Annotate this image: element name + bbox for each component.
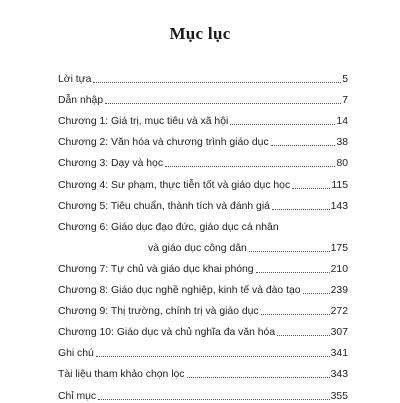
toc-entry-title: Chương 2: Văn hóa và chương trình giáo dục (58, 137, 269, 149)
toc-dot-leader (292, 188, 330, 189)
toc-page-number: 14 (336, 116, 348, 128)
toc-entry-title: Tài liệu tham khảo chọn lọc (58, 369, 185, 381)
toc-page-number: 307 (330, 327, 348, 339)
toc-dot-leader (256, 272, 330, 273)
toc-entry-introduction[interactable] (58, 86, 348, 107)
toc-page-number: 7 (342, 95, 348, 107)
toc-dot-leader (230, 124, 335, 125)
toc-entry-title: Chương 10: Giáo dục và chủ nghĩa đa văn hóa (58, 327, 276, 339)
toc-dot-leader (277, 335, 330, 336)
toc-dot-leader (261, 314, 330, 315)
toc-entry-chapter-5[interactable] (58, 192, 348, 213)
toc-entry-title: Ghi chú (58, 348, 94, 360)
toc-dot-leader (272, 209, 330, 210)
toc-entry-title: Chương 3: Dạy và học (58, 158, 164, 170)
toc-entry-chapter-7[interactable] (58, 255, 348, 276)
toc-page-number: 38 (336, 137, 348, 149)
toc-entry-chapter-10[interactable] (58, 318, 348, 339)
toc-entry-bibliography[interactable] (58, 360, 348, 381)
toc-entry-title: Chương 8: Giáo dục nghề nghiệp, kinh tế và đào tạo (58, 285, 301, 297)
toc-dot-leader (187, 377, 330, 378)
toc-entry-title: Chương 6: Giáo dục đạo đức, giáo dục cá nhân (58, 221, 279, 233)
toc-entry-title: Chương 7: Tự chủ và giáo dục khai phóng (58, 263, 254, 275)
toc-page-number: 143 (330, 200, 348, 212)
toc-dot-leader (105, 103, 341, 104)
toc-entry-foreword[interactable] (58, 65, 348, 86)
toc-page-number: 175 (330, 242, 348, 254)
toc-entry-title: Lời tựa (58, 74, 92, 86)
toc-entry-chapter-8[interactable] (58, 276, 348, 297)
toc-page-number: 343 (330, 369, 348, 381)
toc-entry-index[interactable] (58, 381, 348, 402)
toc-dot-leader (303, 293, 330, 294)
toc-page-number: 239 (330, 285, 348, 297)
toc-page-number: 5 (342, 74, 348, 86)
toc-entry-chapter-6[interactable] (58, 213, 348, 255)
toc-dot-leader (96, 356, 330, 357)
toc-entry-title: Chương 9: Thị trường, chính trị và giáo dục (58, 306, 259, 318)
toc-entry-chapter-9[interactable] (58, 297, 348, 318)
toc-dot-leader (271, 145, 336, 146)
toc-entry-title: Chương 4: Sư phạm, thực tiễn tốt và giáo dục học (58, 179, 291, 191)
toc-dot-leader (165, 166, 335, 167)
toc-entry-chapter-3[interactable] (58, 149, 348, 170)
toc-entry-title: Chương 5: Tiêu chuẩn, thành tích và đánh giá (58, 200, 270, 212)
toc-page-number: 210 (330, 263, 348, 275)
toc-entry-title: Dẫn nhập (58, 95, 104, 107)
toc-list (58, 65, 348, 403)
toc-entry-title-continued: và giáo dục công dân (148, 242, 247, 254)
toc-page-number: 115 (331, 179, 348, 191)
toc-entry-title: Chỉ mục (58, 390, 97, 402)
toc-entry-notes[interactable] (58, 339, 348, 360)
toc-dot-leader (93, 82, 341, 83)
toc-dot-leader (98, 399, 330, 400)
toc-page-number: 272 (330, 306, 348, 318)
toc-entry-chapter-2[interactable] (58, 128, 348, 149)
toc-entry-chapter-1[interactable] (58, 107, 348, 128)
toc-page-number: 80 (336, 158, 348, 170)
toc-entry-chapter-4[interactable] (58, 170, 348, 191)
page-title: Mục lục (169, 24, 231, 43)
toc-dot-leader (249, 251, 330, 252)
toc-page-number: 355 (330, 390, 348, 402)
toc-entry-title: Chương 1: Giá trị, mục tiêu và xã hội (58, 116, 229, 128)
toc-page-number: 341 (330, 348, 348, 360)
